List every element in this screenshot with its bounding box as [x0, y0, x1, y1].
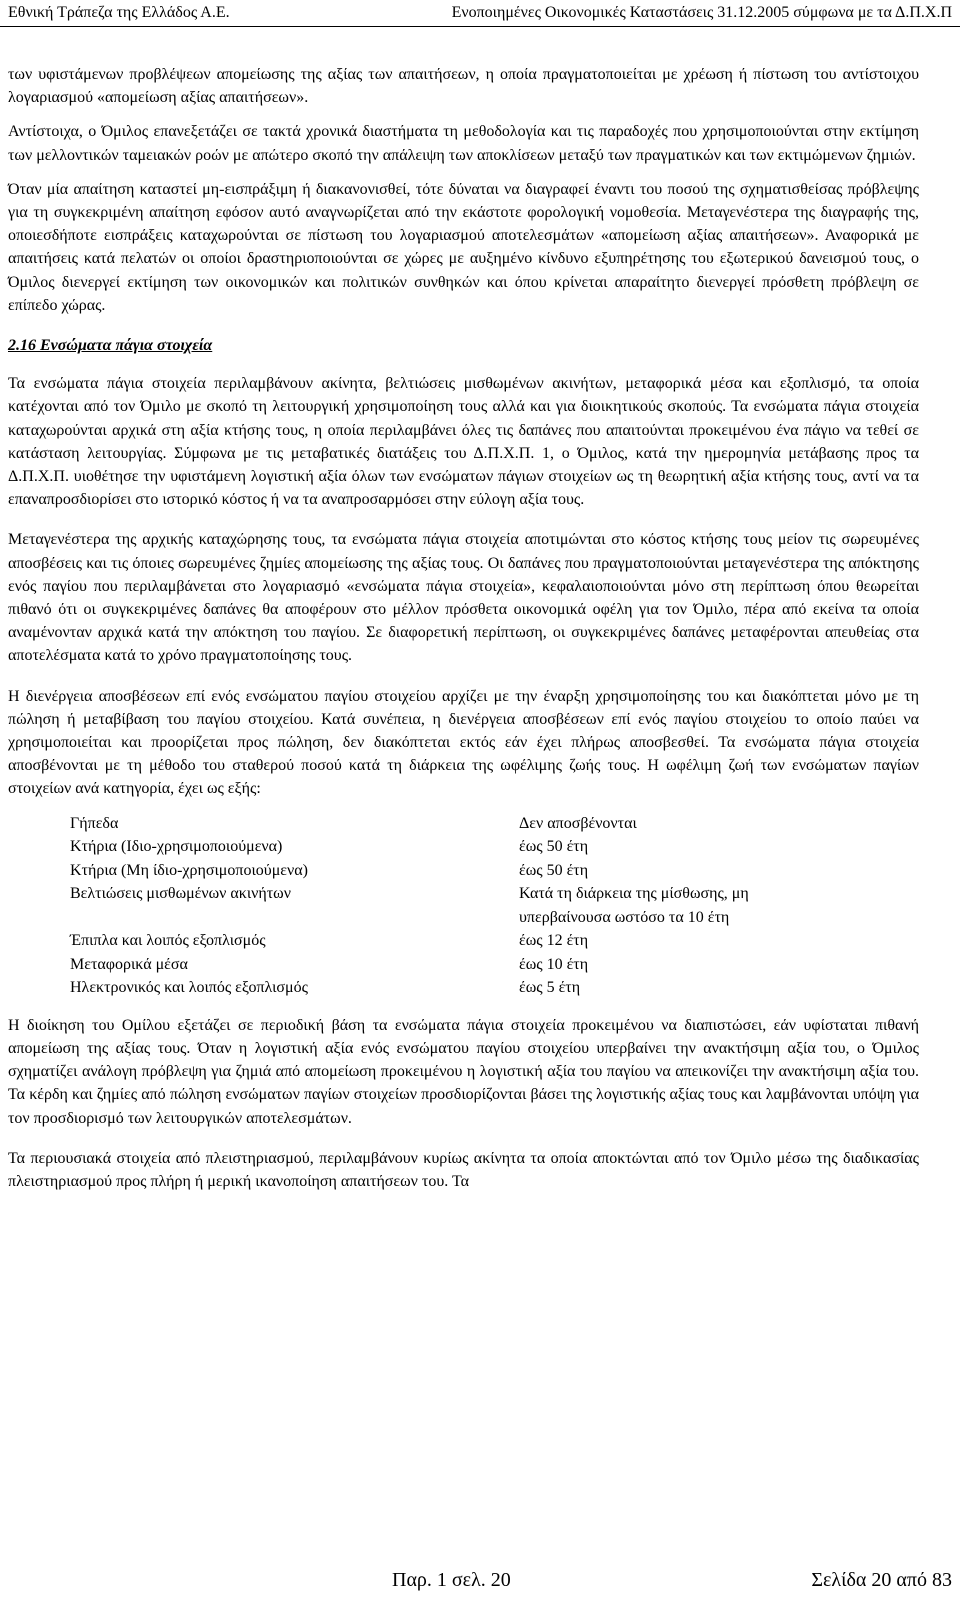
asset-category: Κτήρια (Ιδιο-χρησιμοποιούμενα): [70, 838, 283, 856]
useful-life-value: Κατά τη διάρκεια της μίσθωσης, μη υπερβαίνουσα ωστόσο τα 10 έτη: [519, 885, 749, 926]
asset-category: Ηλεκτρονικός και λοιπός εξοπλισμός: [70, 979, 308, 997]
paragraph: Όταν μία απαίτηση καταστεί μη-εισπράξιμη ή διακανονισθεί, τότε δύναται να διαγραφεί έναντι του ποσού της σχηματισθείσας πρόβλεψης για τη συγκεκριμένη απαίτηση εφόσον αυτό αναγνωρίζεται από την εκάστοτε φορολογική νομοθεσία. Μεταγενέστερα της διαγραφής της, οποιεσδήποτε εισπράξεις καταχωρούνται σε πίστωση του λογαριασμού αποτελεσμάτων «απομείωση αξίας απαιτήσεων». Αναφορικά με απαιτήσεις κατά πελατών οι οποίοι δραστηριοποιούνται σε χώρες με αυξημένο κίνδυνο εξυπηρέτησης του εξωτερικού δανεισμού τους, ο Όμιλος διενεργεί εκτίμηση των οικονομικών και πολιτικών συνθηκών και όπου κρίνεται απαραίτητο διενεργεί πρόσθετη πρόβλεψη σε επίπεδο χώρας.: [8, 180, 919, 314]
useful-life-value: έως 50 έτη: [519, 838, 589, 856]
table-row: [70, 812, 839, 836]
paragraph: των υφιστάμενων προβλέψεων απομείωσης της αξίας των απαιτήσεων, η οποία πραγματοποιείται με χρέωση ή πίστωση του αντίστοιχου λογαριασμού «απομείωση αξίας απαιτήσεων».: [8, 66, 919, 107]
paragraph: Τα ενσώματα πάγια στοιχεία περιλαμβάνουν ακίνητα, βελτιώσεις μισθωμένων ακινήτων, μεταφορικά μέσα και εξοπλισμό, τα οποία κατέχονται από τον Όμιλο με σκοπό τη λειτουργική χρησιμοποίηση τους αλλά και για διοικητικούς σκοπούς. Τα ενσώματα πάγια στοιχεία καταχωρούνται αρχικά στη αξία κτήσης τους, η οποία περιλαμβάνει όλες τις δαπάνες που απαιτούνται προκειμένου ένα πάγιο να τεθεί σε κατάσταση λειτουργίας. Σύμφωνα με τις μεταβατικές διατάξεις του Δ.Π.Χ.Π. 1, ο Όμιλος, κατά την ημερομηνία μετάβασης προς τα Δ.Π.Χ.Π. υιοθέτησε την υφιστάμενη λογιστική αξία όλων των ενσώματων πάγιων στοιχείων ως τη θεωρητική αξία κτήσης τους, αντί να τα επαναπροσδιορίσει στο ιστορικό κόστος ή να τα αναπροσαρμόσει στην εύλογη αξία τους.: [8, 375, 919, 509]
paragraph: Η διοίκηση του Ομίλου εξετάζει σε περιοδική βάση τα ενσώματα πάγια στοιχεία προκειμένου να διαπιστώσει, εάν υφίσταται πιθανή απομείωση της αξίας τους. Όταν η λογιστική αξία ενός ενσώματου παγίου στοιχείου υπερβαίνει την ανακτήσιμη αξία του, ο Όμιλος σχηματίζει ανάλογη πρόβλεψη για ζημιά από απομείωση προκειμένου η λογιστική αξία του παγίου να απεικονίζει την ανακτήσιμη αξία του. Τα κέρδη και ζημίες από πώληση ενσώματων παγίων στοιχείων προσδιορίζονται βάσει της λογιστικής αξίας τους και λαμβάνονται υπόψη για τον προσδιορισμό των λειτουργικών αποτελεσμάτων.: [8, 1016, 919, 1127]
useful-life-value: έως 10 έτη: [519, 955, 589, 973]
paragraph: Τα περιουσιακά στοιχεία από πλειστηριασμού, περιλαμβάνουν κυρίως ακίνητα τα οποία αποκτώνται από τον Όμιλο μέσω της διαδικασίας πλειστηριασμού προς πλήρη ή μερική ικανοποίηση απαιτήσεων του. Τα: [8, 1149, 919, 1190]
header-bank-name: Εθνική Τράπεζα της Ελλάδος Α.Ε.: [8, 4, 230, 21]
table-row: [70, 976, 839, 1000]
useful-life-value: έως 12 έτη: [519, 932, 589, 950]
asset-category: Κτήρια (Μη ίδιο-χρησιμοποιούμενα): [70, 861, 308, 879]
asset-category: Μεταφορικά μέσα: [70, 955, 188, 973]
table-row: [70, 953, 839, 977]
paragraph: Μεταγενέστερα της αρχικής καταχώρησης τους, τα ενσώματα πάγια στοιχεία αποτιμώνται στο κόστος κτήσης τους μείον τις σωρευμένες αποσβέσεις και τις όποιες σωρευμένες ζημίες απομείωσης της αξίας τους. Οι δαπάνες που πραγματοποιούνται μεταγενέστερα της απόκτησης ενός παγίου που περιλαμβάνεται στο λογαριασμό «ενσώματα πάγια στοιχεία», κεφαλαιοποιούνται μόνο στη περίπτωση όπου θεωρείται πιθανό ότι οι συγκεκριμένες δαπάνες θα αποφέρουν στο μέλλον πρόσθετα οικονομικά οφέλη για τον Όμιλο, πέρα από εκείνα τα οποία αναμένονταν αρχικά κατά την απόκτηση του παγίου. Σε διαφορετική περίπτωση, οι συγκεκριμένες δαπάνες μεταφέρονται απευθείας στα αποτελέσματα κατά το χρόνο πραγματοποίησης τους.: [8, 531, 919, 665]
footer-page-number: Σελίδα 20 από 83: [811, 1569, 952, 1591]
table-row: [70, 859, 839, 883]
asset-category: Έπιπλα και λοιπός εξοπλισμός: [70, 932, 266, 950]
page-header: [0, 0, 960, 27]
table-row: [70, 929, 839, 953]
useful-life-value: έως 5 έτη: [519, 979, 581, 997]
header-document-title: Ενοποιημένες Οικονομικές Καταστάσεις 31.12.2005 σύμφωνα με τα Δ.Π.Χ.Π: [451, 4, 952, 21]
table-row: [70, 835, 839, 859]
useful-life-value: Δεν αποσβένονται: [519, 814, 637, 832]
paragraph: Η διενέργεια αποσβέσεων επί ενός ενσώματου παγίου στοιχείου αρχίζει με την έναρξη χρησιμοποίησης του και διακόπτεται μόνο με τη πώληση ή μεταβίβαση του παγίου στοιχείου. Κατά συνέπεια, η διενέργεια αποσβέσεων επί ενός παγίου στοιχείου το οποίο παύει να χρησιμοποιείται και προορίζεται προς πώληση, δεν διακόπτεται εκτός εάν έχει πλήρως αποσβεσθεί. Τα ενσώματα πάγια στοιχεία αποσβένονται με τη μέθοδο του σταθερού ποσού κατά τη διάρκεια της ωφέλιμης ζωής τους. Η ωφέλιμη ζωή των ενσώματων παγίων στοιχείων ανά κατηγορία, έχει ως εξής:: [8, 687, 919, 798]
paragraph: Αντίστοιχα, ο Όμιλος επανεξετάζει σε τακτά χρονικά διαστήματα τη μεθοδολογία και τις παραδοχές που χρησιμοποιούνται στην εκτίμηση των μελλοντικών ταμειακών ροών με απώτερο σκοπό την απάλειψη των αποκλίσεων μεταξύ των πραγματικών και των εκτιμώμενων ζημιών.: [8, 123, 919, 164]
footer-section-page: Παρ. 1 σελ. 20: [392, 1569, 511, 1591]
document-body: [8, 63, 919, 1210]
asset-category: Βελτιώσεις μισθωμένων ακινήτων: [70, 885, 291, 903]
asset-category: Γήπεδα: [70, 814, 119, 832]
useful-life-value: έως 50 έτη: [519, 861, 589, 879]
table-row: [70, 882, 839, 929]
section-heading: 2.16 Ενσώματα πάγια στοιχεία: [8, 337, 213, 355]
useful-life-table: [70, 812, 839, 1000]
